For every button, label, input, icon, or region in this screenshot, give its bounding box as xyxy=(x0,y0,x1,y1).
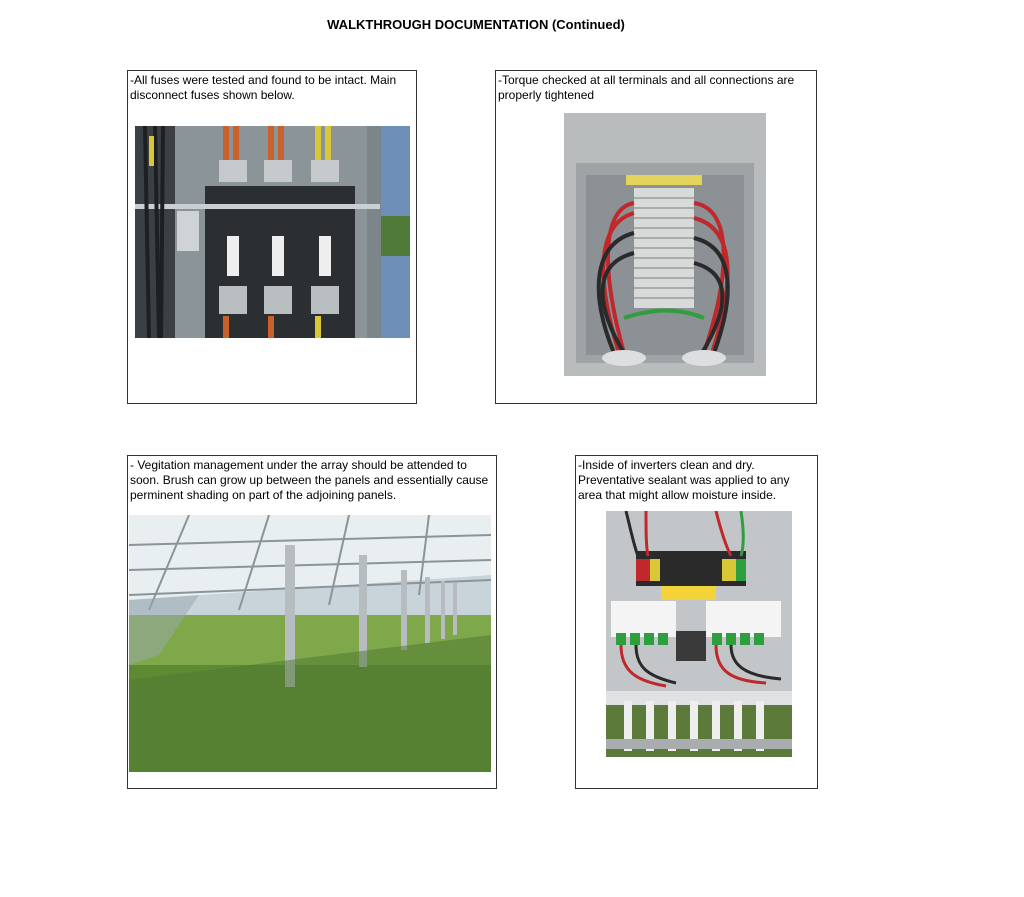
fuses-card xyxy=(127,70,417,404)
main-disconnect-fuses-photo xyxy=(135,126,410,338)
vegetation-caption: - Vegitation management under the array should be attended to soon. Brush can grow up between the panels and essentially cause perminent shading on part of the adjoining panels. xyxy=(130,458,489,502)
vegetation-card xyxy=(127,455,497,789)
terminal-block-enclosure-photo xyxy=(564,113,766,376)
torque-caption: -Torque checked at all terminals and all connections are properly tightened xyxy=(498,73,795,102)
inverter-interior-photo xyxy=(606,511,792,757)
solar-array-vegetation-photo xyxy=(129,515,491,772)
fuses-caption: -All fuses were tested and found to be intact. Main disconnect fuses shown below. xyxy=(130,73,397,102)
inverter-card xyxy=(575,455,818,789)
inverter-caption: -Inside of inverters clean and dry. Preventative sealant was applied to any area that might allow moisture inside. xyxy=(578,458,790,502)
page-title: WALKTHROUGH DOCUMENTATION (Continued) xyxy=(327,17,625,32)
torque-card xyxy=(495,70,817,404)
